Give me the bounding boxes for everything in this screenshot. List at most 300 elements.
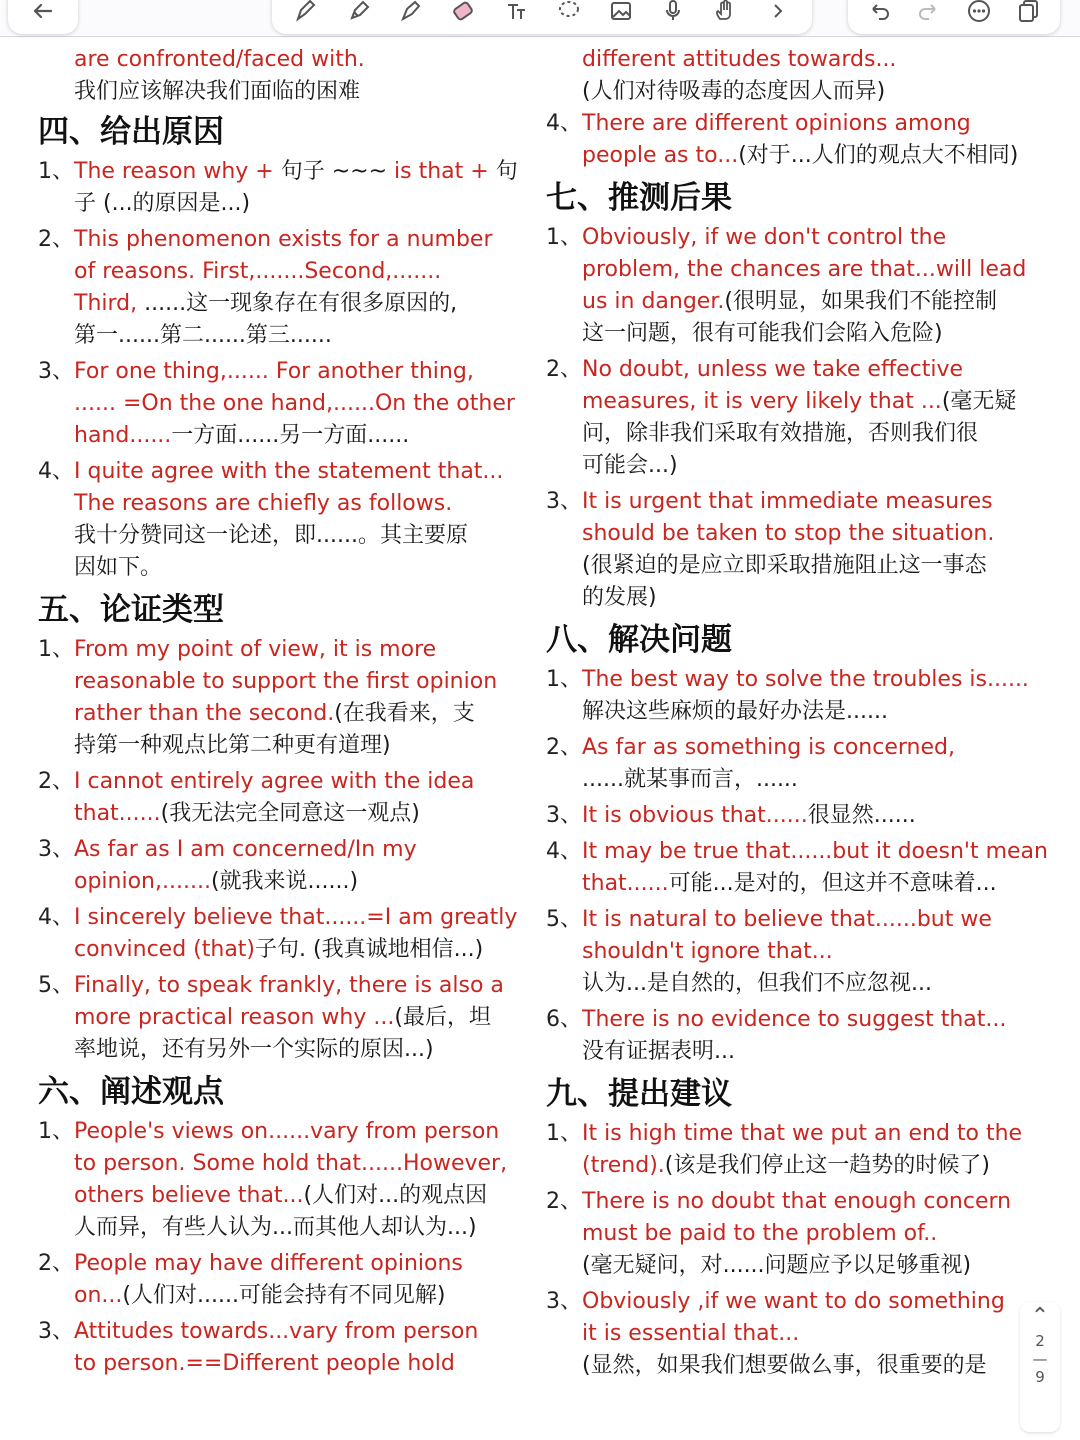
item-indent <box>38 420 74 452</box>
item-indent <box>38 1280 74 1312</box>
list-item <box>546 1186 1066 1282</box>
english-phrase: to person. Some hold that......However, <box>74 1151 508 1176</box>
item-line <box>546 868 1066 900</box>
item-text <box>74 520 538 552</box>
item-number: 3、 <box>38 837 74 862</box>
item-indent <box>38 798 74 830</box>
item-line <box>38 1348 538 1380</box>
item-line <box>38 156 538 188</box>
chinese-translation: (毫无疑 <box>941 389 1017 414</box>
chinese-translation: 这一问题，很有可能我们会陷入危险) <box>582 321 943 346</box>
item-text <box>582 664 1066 696</box>
item-number: 5、 <box>546 907 582 932</box>
item-number: 4、 <box>546 839 582 864</box>
item-text <box>74 1348 538 1380</box>
item-text <box>582 140 1066 172</box>
item-line <box>38 488 538 520</box>
item-text <box>74 456 538 488</box>
item-text <box>74 834 538 866</box>
item-indent <box>546 518 582 550</box>
list-item <box>546 1004 1066 1068</box>
english-phrase: measures, it is very likely that ... <box>582 389 942 414</box>
redo-icon[interactable] <box>912 0 946 27</box>
item-line <box>546 1218 1066 1250</box>
page-current: 2 <box>1035 1332 1045 1350</box>
english-phrase: It is urgent that immediate measures <box>582 489 993 514</box>
chinese-translation: (最后，坦 <box>394 1005 491 1030</box>
item-line <box>546 732 1066 764</box>
chinese-translation: 子 (...的原因是...) <box>74 191 251 216</box>
item-text <box>582 1186 1066 1218</box>
chinese-translation: 第一......第二......第三...... <box>74 323 332 348</box>
item-indent <box>546 968 582 1000</box>
item-indent <box>38 1348 74 1380</box>
item-text <box>582 108 1066 140</box>
item-text <box>74 356 538 388</box>
list-item <box>546 108 1066 172</box>
item-text <box>74 188 538 220</box>
english-phrase: No doubt, unless we take effective <box>582 357 964 382</box>
chinese-translation: 子句. (我真诚地相信...) <box>255 937 484 962</box>
english-phrase: should be taken to stop the situation. <box>582 521 995 546</box>
item-text <box>74 288 538 320</box>
item-text <box>582 1150 1066 1182</box>
chinese-translation: 句子 ~~~ <box>280 159 395 184</box>
item-indent <box>38 288 74 320</box>
chinese-translation: (很紧迫的是应立即采取措施阻止这一事态 <box>582 553 987 578</box>
english-phrase: shouldn't ignore that... <box>582 939 833 964</box>
item-line <box>546 664 1066 696</box>
item-number: 2、 <box>546 1189 582 1214</box>
item-number: 3、 <box>546 803 582 828</box>
item-line <box>546 836 1066 868</box>
item-line <box>546 550 1066 582</box>
item-text <box>582 1286 1066 1318</box>
item-number: 5、 <box>38 973 74 998</box>
item-line <box>546 450 1066 482</box>
item-line <box>38 552 538 584</box>
item-text <box>582 254 1066 286</box>
english-phrase: Obviously, if we don't control the <box>582 225 947 250</box>
item-line <box>38 1212 538 1244</box>
english-phrase: people as to... <box>582 143 739 168</box>
chinese-translation: ......就某事而言，...... <box>582 767 798 792</box>
chinese-translation: ......这一现象存在有很多原因的, <box>144 291 458 316</box>
left-column <box>38 44 538 1384</box>
item-number: 3、 <box>546 489 582 514</box>
item-text <box>582 450 1066 482</box>
item-text <box>582 732 1066 764</box>
item-line <box>546 1036 1066 1068</box>
list-item <box>38 156 538 220</box>
chinese-translation: (我无法完全同意这一观点) <box>160 801 420 826</box>
item-line <box>38 388 538 420</box>
list-item <box>38 634 538 762</box>
item-text <box>74 666 538 698</box>
item-line <box>546 108 1066 140</box>
pen-icon[interactable] <box>289 0 323 27</box>
english-phrase: others believe that... <box>74 1183 304 1208</box>
right-column <box>546 44 1066 1386</box>
item-text <box>74 420 538 452</box>
item-number: 6、 <box>546 1007 582 1032</box>
chinese-translation: (该是我们停止这一趋势的时候了) <box>664 1153 990 1178</box>
marker-icon[interactable] <box>394 0 428 27</box>
chinese-translation: 很显然...... <box>807 803 916 828</box>
chinese-translation: (显然，如果我们想要做么事，很重要的是 <box>582 1353 987 1378</box>
item-line <box>38 1002 538 1034</box>
english-phrase: From my point of view, it is more <box>74 637 437 662</box>
list-item <box>546 836 1066 900</box>
item-text <box>582 1318 1066 1350</box>
english-phrase: I quite agree with the statement that... <box>74 459 504 484</box>
item-text <box>582 518 1066 550</box>
item-line <box>38 356 538 388</box>
item-line <box>546 1004 1066 1036</box>
item-text <box>582 1350 1066 1382</box>
english-phrase: rather than the second. <box>74 701 335 726</box>
section-heading: 五、论证类型 <box>38 592 224 628</box>
continued-line: different attitudes towards... <box>582 47 897 72</box>
list-item <box>38 834 538 898</box>
item-text <box>582 386 1066 418</box>
item-text <box>582 696 1066 728</box>
chinese-translation: 没有证据表明... <box>582 1039 735 1064</box>
item-text <box>582 800 1066 832</box>
item-text <box>74 1034 538 1066</box>
item-line <box>38 420 538 452</box>
item-indent <box>546 254 582 286</box>
list-item <box>38 902 538 966</box>
chinese-translation: 人而异，有些人认为...而其他人却认为...) <box>74 1215 477 1240</box>
item-indent <box>546 1218 582 1250</box>
item-line <box>546 1186 1066 1218</box>
item-line <box>546 140 1066 172</box>
item-number: 2、 <box>546 735 582 760</box>
item-line <box>38 1116 538 1148</box>
english-phrase: I cannot entirely agree with the idea <box>74 769 475 794</box>
item-line <box>38 224 538 256</box>
item-line <box>38 798 538 830</box>
page-scroller[interactable] <box>1020 1302 1060 1432</box>
english-phrase: (trend). <box>582 1153 665 1178</box>
pages-icon[interactable] <box>1012 0 1046 27</box>
item-text <box>74 1180 538 1212</box>
item-text <box>74 698 538 730</box>
item-line <box>38 1248 538 1280</box>
english-phrase: Attitudes towards...vary from person <box>74 1319 479 1344</box>
chinese-translation: 认为...是自然的，但我们不应忽视... <box>582 971 932 996</box>
item-indent <box>38 1148 74 1180</box>
chinese-translation: 持第一种观点比第二种更有道理) <box>74 733 391 758</box>
item-line <box>546 1350 1066 1382</box>
list-item <box>546 222 1066 350</box>
microphone-icon[interactable] <box>656 0 690 27</box>
list-item <box>546 1118 1066 1182</box>
item-text <box>582 354 1066 386</box>
item-indent <box>38 1212 74 1244</box>
nav-pill <box>8 0 78 34</box>
item-indent <box>38 730 74 762</box>
english-phrase: Finally, to speak frankly, there is also a <box>74 973 504 998</box>
item-indent <box>38 1034 74 1066</box>
list-item <box>546 800 1066 832</box>
chinese-translation: 的发展) <box>582 585 657 610</box>
item-text <box>74 224 538 256</box>
item-indent <box>546 140 582 172</box>
item-text <box>74 388 538 420</box>
item-indent <box>546 1150 582 1182</box>
english-phrase: The reason why + <box>74 159 281 184</box>
item-line <box>546 318 1066 350</box>
item-indent <box>38 866 74 898</box>
chinese-translation: 可能会...) <box>582 453 678 478</box>
item-text <box>74 1116 538 1148</box>
item-line <box>546 696 1066 728</box>
item-text <box>74 1280 538 1312</box>
eraser-icon[interactable] <box>446 0 480 27</box>
item-indent <box>38 1180 74 1212</box>
item-indent <box>546 696 582 728</box>
list-item <box>546 732 1066 796</box>
item-line <box>38 1316 538 1348</box>
item-text <box>582 936 1066 968</box>
english-phrase: There are different opinions among <box>582 111 971 136</box>
item-line <box>38 902 538 934</box>
item-indent <box>546 386 582 418</box>
chinese-translation: 解决这些麻烦的最好办法是...... <box>582 699 888 724</box>
english-phrase: Obviously ,if we want to do something <box>582 1289 1005 1314</box>
hand-icon[interactable] <box>708 0 742 27</box>
item-text <box>582 1250 1066 1282</box>
chinese-translation: (很明显，如果我们不能控制 <box>724 289 997 314</box>
item-indent <box>38 666 74 698</box>
item-text <box>582 904 1066 936</box>
item-text <box>74 488 538 520</box>
item-line <box>38 730 538 762</box>
item-number: 2、 <box>38 1251 74 1276</box>
item-indent <box>546 1036 582 1068</box>
item-indent <box>546 450 582 482</box>
back-arrow-icon[interactable] <box>26 0 60 27</box>
item-line <box>38 766 538 798</box>
list-item <box>38 224 538 352</box>
item-indent <box>38 520 74 552</box>
item-text <box>74 1316 538 1348</box>
item-text <box>582 1218 1066 1250</box>
undo-icon[interactable] <box>862 0 896 27</box>
item-number: 3、 <box>38 1319 74 1344</box>
item-line <box>546 254 1066 286</box>
chinese-translation: 率地说，还有另外一个实际的原因...) <box>74 1037 434 1062</box>
item-number: 4、 <box>38 459 74 484</box>
item-line <box>38 866 538 898</box>
item-text <box>74 1148 538 1180</box>
item-indent <box>38 552 74 584</box>
list-item <box>38 1316 538 1380</box>
english-phrase: hand...... <box>74 423 172 448</box>
item-indent <box>38 488 74 520</box>
item-text <box>582 486 1066 518</box>
item-line <box>546 418 1066 450</box>
english-phrase: reasonable to support the first opinion <box>74 669 498 694</box>
english-phrase: It is high time that we put an end to the <box>582 1121 1023 1146</box>
chinese-translation: (对于...人们的观点大不相同) <box>738 143 1019 168</box>
item-line <box>546 222 1066 254</box>
actions-pill <box>848 0 1060 34</box>
item-indent <box>546 1250 582 1282</box>
item-line <box>38 288 538 320</box>
item-text <box>582 1036 1066 1068</box>
item-line <box>546 386 1066 418</box>
item-line <box>546 800 1066 832</box>
list-item <box>38 1248 538 1312</box>
english-phrase: must be paid to the problem of.. <box>582 1221 938 1246</box>
item-text <box>74 866 538 898</box>
list-item <box>546 1286 1066 1382</box>
item-text <box>74 320 538 352</box>
item-indent <box>546 1318 582 1350</box>
chinese-translation: (人们对......可能会持有不同见解) <box>122 1283 446 1308</box>
english-phrase: ...... =On the one hand,......On the other <box>74 391 515 416</box>
english-phrase: This phenomenon exists for a number <box>74 227 493 252</box>
item-line <box>546 1286 1066 1318</box>
section-heading: 七、推测后果 <box>546 180 732 216</box>
english-phrase: on... <box>74 1283 123 1308</box>
page-separator: — <box>1032 1350 1048 1368</box>
continued-line: are confronted/faced with. <box>74 47 365 72</box>
english-phrase: For one thing,...... For another thing, <box>74 359 474 384</box>
text-tool-icon[interactable] <box>499 0 533 27</box>
item-number: 2、 <box>38 227 74 252</box>
list-item <box>38 766 538 830</box>
item-indent <box>38 388 74 420</box>
item-indent <box>546 868 582 900</box>
item-number: 1、 <box>38 159 74 184</box>
item-text <box>582 318 1066 350</box>
item-indent <box>38 188 74 220</box>
chevron-right-icon[interactable] <box>761 0 795 27</box>
item-indent <box>546 318 582 350</box>
section-heading: 四、给出原因 <box>38 114 224 150</box>
english-phrase: I sincerely believe that......=I am greatly <box>74 905 518 930</box>
item-indent <box>546 418 582 450</box>
section-heading: 九、提出建议 <box>546 1076 732 1112</box>
chevron-up-icon[interactable]: ⌃ <box>1030 1304 1050 1329</box>
list-item <box>546 664 1066 728</box>
item-text <box>74 766 538 798</box>
item-text <box>582 418 1066 450</box>
item-text <box>74 1002 538 1034</box>
item-line <box>546 936 1066 968</box>
item-line <box>38 256 538 288</box>
item-indent <box>38 256 74 288</box>
english-phrase: It is obvious that...... <box>582 803 808 828</box>
item-number: 3、 <box>38 359 74 384</box>
chinese-translation: 一方面......另一方面...... <box>171 423 410 448</box>
item-text <box>582 836 1066 868</box>
item-line <box>38 520 538 552</box>
item-number: 2、 <box>38 769 74 794</box>
item-number: 4、 <box>546 111 582 136</box>
tools-pill <box>272 0 812 34</box>
chinese-translation: 因如下。 <box>74 555 163 580</box>
english-phrase: It is natural to believe that......but we <box>582 907 992 932</box>
english-phrase: Third, <box>74 291 145 316</box>
english-phrase: more practical reason why ... <box>74 1005 395 1030</box>
item-number: 4、 <box>38 905 74 930</box>
item-text <box>582 222 1066 254</box>
top-toolbar <box>0 0 1080 37</box>
item-line <box>38 1280 538 1312</box>
more-icon[interactable] <box>962 0 996 27</box>
item-indent <box>38 698 74 730</box>
continued-line: (人们对待吸毒的态度因人而异) <box>582 79 886 104</box>
chinese-translation: 问，除非我们采取有效措施，否则我们很 <box>582 421 979 446</box>
highlighter-icon[interactable] <box>342 0 376 27</box>
item-number: 1、 <box>38 637 74 662</box>
list-item <box>38 456 538 584</box>
item-line <box>38 970 538 1002</box>
item-text <box>74 156 538 188</box>
continued-line: 我们应该解决我们面临的困难 <box>74 79 361 104</box>
item-text <box>74 552 538 584</box>
list-item <box>546 486 1066 614</box>
english-phrase: There is no doubt that enough concern <box>582 1189 1012 1214</box>
item-text <box>582 868 1066 900</box>
english-phrase: it is essential that... <box>582 1321 800 1346</box>
chinese-translation: (毫无疑问，对......问题应予以足够重视) <box>582 1253 972 1278</box>
item-text <box>74 902 538 934</box>
lasso-icon[interactable] <box>551 0 585 27</box>
item-indent <box>546 764 582 796</box>
english-phrase: of reasons. First,.......Second,....... <box>74 259 442 284</box>
english-phrase: that...... <box>74 801 161 826</box>
list-item <box>38 1116 538 1244</box>
item-number: 1、 <box>38 1119 74 1144</box>
item-line <box>546 968 1066 1000</box>
item-line <box>38 666 538 698</box>
chinese-translation: (就我来说......) <box>210 869 359 894</box>
item-line <box>38 1180 538 1212</box>
item-line <box>546 904 1066 936</box>
image-icon[interactable] <box>604 0 638 27</box>
item-indent <box>546 582 582 614</box>
section-heading: 八、解决问题 <box>546 622 732 658</box>
item-number: 1、 <box>546 667 582 692</box>
item-line <box>546 582 1066 614</box>
item-text <box>74 256 538 288</box>
english-phrase: problem, the chances are that...will lead <box>582 257 1027 282</box>
item-indent <box>38 1002 74 1034</box>
item-line <box>546 1118 1066 1150</box>
item-text <box>582 968 1066 1000</box>
item-number: 1、 <box>546 1121 582 1146</box>
item-text <box>582 550 1066 582</box>
english-phrase: The reasons are chiefly as follows. <box>74 491 453 516</box>
item-line <box>546 286 1066 318</box>
item-text <box>582 1118 1066 1150</box>
item-indent <box>546 936 582 968</box>
english-phrase: It may be true that......but it doesn't mean <box>582 839 1048 864</box>
item-text <box>74 730 538 762</box>
english-phrase: convinced (that) <box>74 937 256 962</box>
english-phrase: is that + <box>394 159 496 184</box>
english-phrase: The best way to solve the troubles is...... <box>582 667 1029 692</box>
section-heading: 六、阐述观点 <box>38 1074 224 1110</box>
chinese-translation: (人们对...的观点因 <box>303 1183 488 1208</box>
list-item <box>546 354 1066 482</box>
